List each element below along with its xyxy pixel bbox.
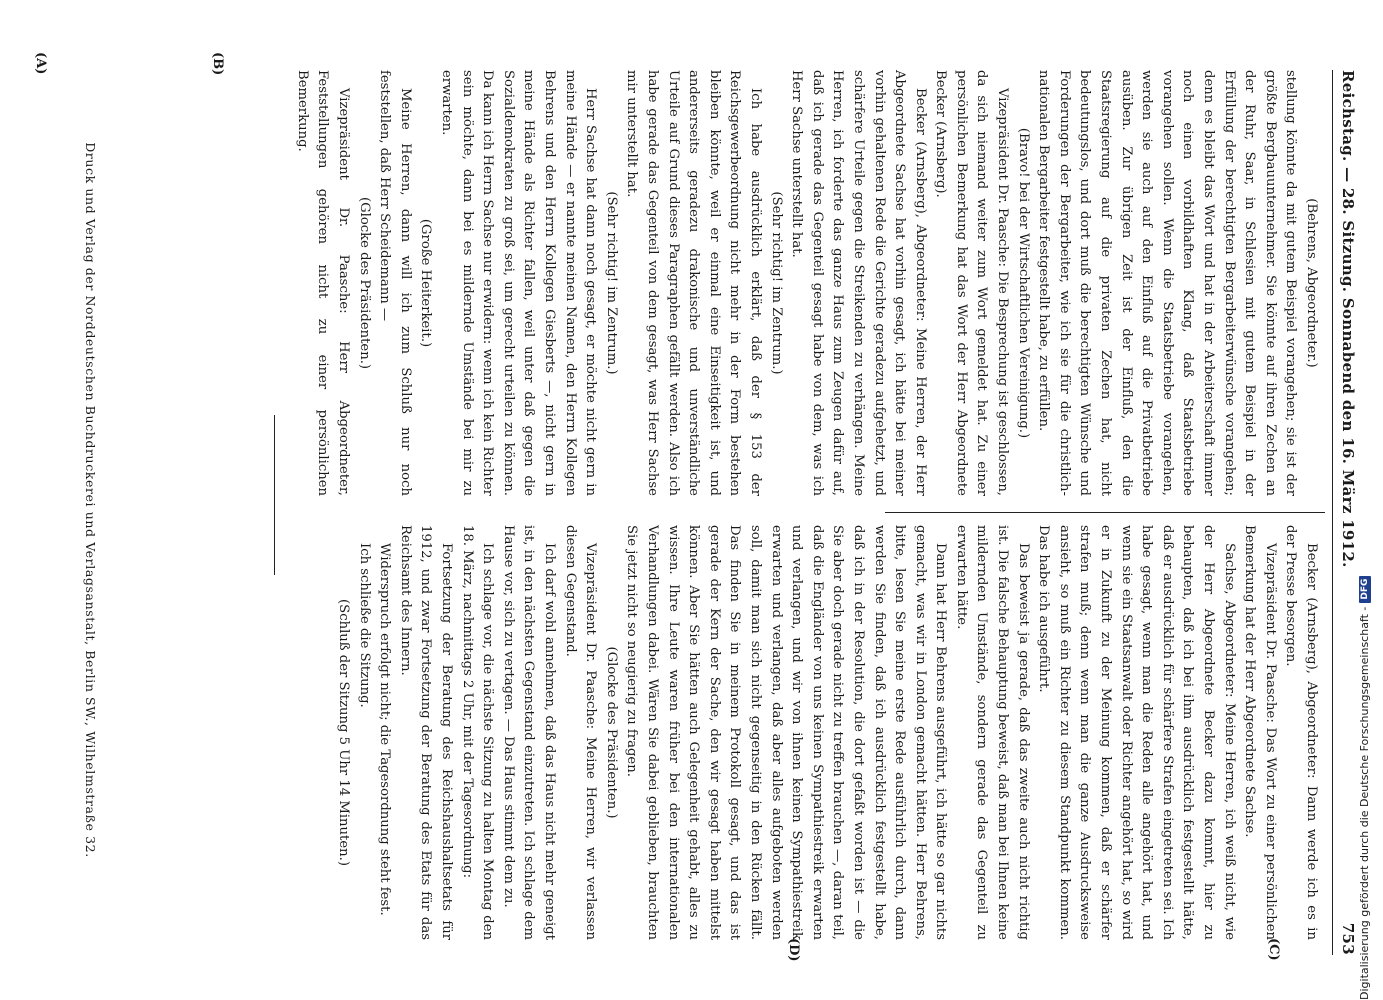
closing-note: (Schluß der Sitzung 5 Uhr 14 Minuten.) — [336, 599, 352, 866]
paragraph: Becker (Arnsberg), Abgeordneter: Meine Herren, der Herr Abgeordnete Sachse hat vorhin gesagt, ich hätte bei meiner vorhin gehaltenen Rede die Gerichte geradezu aufgehetzt, und schärfere Urteile gegen die Streikenden zu verhängen. Meine Herren, ich forderte das ganze Haus zum Zeugen dafür auf, daß ich gerade das Gegenteil gesagt habe von dem, was ich Herr Sachse unterstellt hat. — [789, 70, 928, 496]
paragraph: Das beweist ja gerade, daß das zweite auch nicht richtig ist. Die falsche Behauptung beweist, daß man bei Ihnen keine mildernden Umstände, sondern gerade das Gegenteil zu erwarten hätte. — [953, 525, 1031, 940]
margin-mark-b: (B) — [210, 52, 225, 76]
funding-text: Digitalisierung gefördert durch die Deutsche Forschungsgemeinschaft - — [1358, 606, 1371, 1000]
speaker-note: (Behrens, Abgeordneter.) — [1304, 198, 1319, 368]
column-divider — [885, 512, 1325, 513]
interjection: (Glocke des Präsidenten.) — [356, 196, 372, 370]
page-number: 753 — [1339, 922, 1357, 955]
agenda-item: Fortsetzung der Beratung des Reichshaushaltsetats für 1912, und zwar Fortsetzung der Beratung des Etats für das Reichsamt des Innern. — [397, 525, 455, 940]
paragraph: Dann hat Herr Behrens ausgeführt, ich hätte so gar nichts gemacht, was wir in London gemacht hätten. Herr Behrens, bitte, lesen Sie meine erste Rede ausführlich durch, dann werden Sie finden, daß ich ausdrücklich festgestellt habe, daß ich in der Resolution, die dort gefaßt worden ist — die Sie aber doch gerade nicht zu treffen brauchen —, daran teil, daß die Engländer von uns keinen Sympathiestreik erwarten und verlangen, und wir von ihnen keinen Sympathiestreik erwarten und verlangen, daß aber alles aufgeboten werden soll, damit man sich nicht gegenseitig in den Rücken fällt. Das finden Sie in meinem Protokoll gesagt, und das ist gerade der Kern der Sache, den wir gesagt haben mittelst können. Aber Sie hätten auch Gelegenheit gehabt, alles zu wissen. Ihre Leute waren früher bei den internationalen Verhandlungen dabei. Wären Sie dabei geblieben, brauchten Sie jetzt nicht so neugierig zu fragen. — [624, 525, 949, 940]
margin-mark-d: (D) — [786, 938, 801, 962]
paragraph: stellung könnte da mit gutem Beispiel vorangehen; sie ist der größte Bergbauunternehmer. Sie könnte auf ihren Zechen an der Ruhr, Saar, in Schlesien mit gutem Beispiel in der Erfüllung der berechtigten Bergarbeiterwünsche vorangehen; denn es bleibt das Wort und hat in der Arbeiterschaft immer noch einen vorbildhaften Klang, daß Staatsbetriebe vorangehen sollen. Wenn die Staatsbetriebe vorangehen, werden sie auch auf den Einfluß auf die Privatbetriebe ausüben. Zur übrigen Zeit ist der Einfluß, den die Staatsregierung auf die privaten Zechen hat, nicht bedeutungslos, und dort muß die berechtigten Wünsche und Forderungen der Bergarbeiter, wie ich sie für die christlich-nationalen Bergarbeiter festgestellt habe, zu erfüllen. — [1036, 70, 1299, 496]
paragraph: Vizepräsident Dr. Paasche: Herr Abgeordneter, Feststellungen gehören nicht zu einer persönlichen Bemerkung. — [294, 70, 352, 496]
interjection: (Große Heiterkeit.) — [418, 218, 434, 348]
paragraph: Ich schlage vor, die nächste Sitzung zu halten Montag den 18. März, nachmittags 2 Uhr, mit der Tagesordnung: — [459, 525, 496, 940]
paragraph: Ich schließe die Sitzung. — [356, 543, 372, 708]
right-column — [333, 525, 1322, 940]
running-header: Reichstag. — 28. Sitzung. Sonnabend den 16. März 1912. — [1339, 70, 1357, 568]
funding-note — [1358, 0, 1371, 1000]
interjection: (Sehr richtig! im Zentrum.) — [603, 191, 619, 375]
margin-mark-a: (A) — [33, 52, 48, 75]
paragraph: Becker (Arnsberg), Abgeordneter: Dann werde ich es in der Presse besorgen. — [1283, 525, 1319, 940]
left-column — [291, 70, 1321, 496]
printer-footer: Druck und Verlag der Norddeutschen Buchdruckerei und Verlagsanstalt, Berlin SW., Wilhelmstraße 32. — [83, 142, 98, 858]
paragraph: Ich habe ausdrücklich erklärt, daß der § 153 der Reichsgewerbeordnung nicht mehr in der Form bestehen bleiben könnte, weil er einmal eine Einseitigkeit ist, und andererseits geradezu drakonische und unverständliche Urteile auf Grund dieses Paragraphen gefällt werden. Also ich habe gerade das Gegenteil von dem gesagt, was Herr Sachse mir unterstellt hat. — [624, 70, 763, 496]
end-rule — [274, 415, 275, 575]
paragraph: Sachse, Abgeordneter: Meine Herren, ich weiß nicht, wie der Herr Abgeordnete Becker dazu kommt, hier zu behaupten, daß ich bei ihm ausdrücklich festgestellt hätte, daß er ausdrücklich für schärfere Strafen eingetreten sei. Ich habe gesagt, wenn man die Reden alle angehört hat, und wenn sie ein Staatsanwalt oder Richter angehört hat, so wird er in Zukunft zu der Meinung kommen, daß er schärfer strafen muß; denn wenn man die ganze Ausdrucksweise ansieht, so muß ein Richter zu diesem Standpunkt kommen. Das habe ich ausgeführt. — [1036, 525, 1237, 940]
interjection: (Bravo! bei der Wirtschaftlichen Vereinigung.) — [1015, 127, 1031, 439]
paragraph: Vizepräsident Dr. Paasche: Meine Herren, wir verlassen diesen Gegenstand. — [562, 525, 599, 940]
interjection: (Glocke des Präsidenten.) — [603, 646, 619, 819]
paragraph: Vizepräsident Dr. Paasche: Die Besprechung ist geschlossen, da sich niemand weiter zum Wort gemeldet hat. Zu einer persönlichen Bemerkung hat das Wort der Herr Abgeordnete Becker (Arnsberg). — [933, 70, 1011, 496]
dfg-logo-icon: DFG — [1359, 576, 1371, 603]
interjection: (Sehr richtig! im Zentrum.) — [768, 191, 784, 375]
paragraph: Meine Herren, dann will ich zum Schluß nur noch feststellen, daß Herr Scheidemann — — [377, 70, 413, 496]
paragraph: Herr Sachse hat dann noch gesagt, er möchte nicht gern in meine Hände — er nannte meinen Namen, den Herrn Kollegen Behrens und den Herrn Kollegen Giesberts —, nicht gern in meine Hände als Richter fallen, weil unter daß gegen die Sozialdemokraten zu groß sei, um gerecht urteilen zu können. Da kann ich Herrn Sachse nur erwidern: wenn ich kein Richter sein möchte, dann bei es mildernde Umstände bei mir zu erwarten. — [439, 70, 599, 496]
paragraph: Ich darf wohl annehmen, daß das Haus nicht mehr geneigt ist, in den nächsten Gegenstand einzutreten. Ich schlage dem Hause vor, sich zu vertagen. — Das Haus stimmt dem zu. — [500, 525, 558, 940]
paragraph: Vizepräsident Dr. Paasche: Das Wort zu einer persönlichen Bemerkung hat der Herr Abgeordnete Sachse. — [1242, 525, 1278, 940]
paragraph: Widerspruch erfolgt nicht; die Tagesordnung steht fest. — [377, 543, 393, 916]
margin-mark-c: (C) — [1266, 938, 1281, 961]
header-rule — [1332, 70, 1333, 955]
